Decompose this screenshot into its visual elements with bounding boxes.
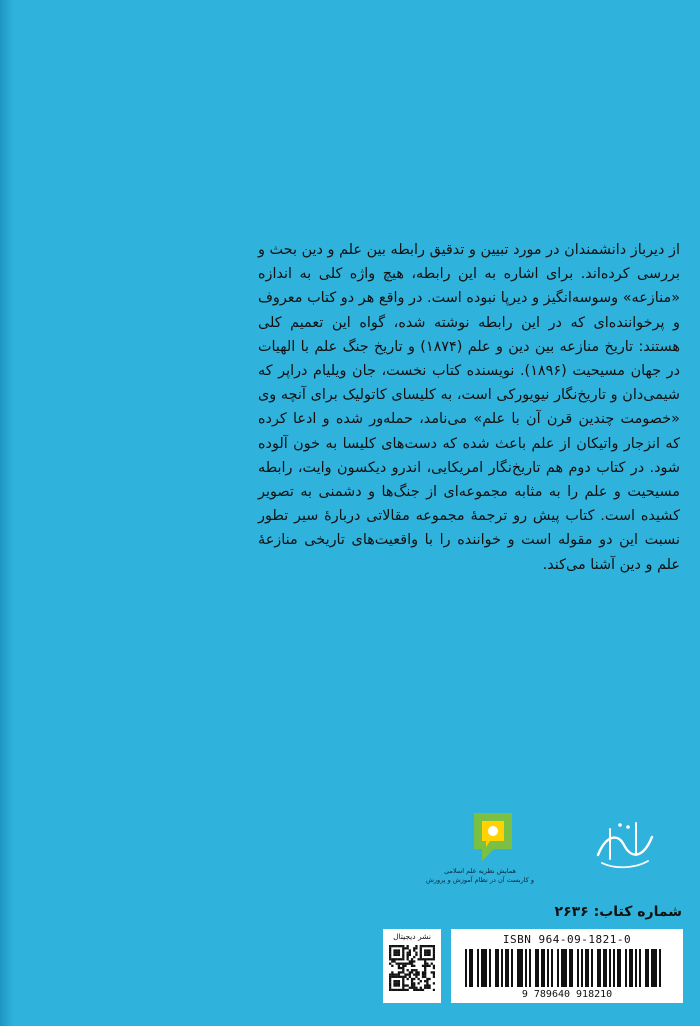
logos-area bbox=[420, 805, 670, 905]
barcode-icon bbox=[465, 949, 669, 999]
logo-caption-line-1: همایش نظریه علم اسلامی bbox=[444, 867, 516, 875]
isbn-text: ISBN 964-09-1821-0 bbox=[502, 933, 632, 946]
spine-edge bbox=[0, 0, 14, 1026]
blurb-paragraph: از دیرباز دانشمندان در مورد تبیین و تدقیق رابطه بین علم و دین بحث و بررسی کرده‌اند. برای اشاره به این رابطه، هیچ واژه کلی به اندازه «منازعه» وسوسه‌انگیز و دیرپا نبوده است. در واقع هر دو کتاب معروف و پرخواننده‌ای که در این رابطه نوشته شده، گواه این تعمیم کلی هستند: تاریخ منازعه بین دین و علم (۱۸۷۴) و تاریخ جنگ علم با الهیات در جهان مسیحیت (۱۸۹۶). نویسنده کتاب نخست، جان ویلیام دراپر که شیمی‌دان و تاریخ‌نگار نیویورکی است، به کلیسای کاتولیک برای آنچه وی «خصومت چندین قرن آن با علم» می‌نامد، حمله‌ور شده و ادعا کرده که انزجار واتیکان از علم باعث شده که دست‌های کلیسا به خون آلوده شود. در کتاب دوم هم تاریخ‌نگار امریکایی، اندرو دیکسون وایت، رابطه مسیحیت و علم را به مثابه مجموعه‌ای از جنگ‌ها و دشمنی به تصویر کشیده است. کتاب پیش رو ترجمهٔ مجموعه مقالاتی دربارهٔ سیر تطور نسبت این دو مقوله است و خواننده را با واقعیت‌های تاریخی منازعهٔ علم و دین آشنا می‌کند. bbox=[258, 242, 680, 573]
green-yellow-publisher-mark-icon bbox=[468, 809, 518, 865]
logo-caption bbox=[420, 867, 540, 885]
isbn-barcode bbox=[451, 929, 683, 1003]
logo-caption-line-2: و کاربست آن در نظام آموزش و پرورش bbox=[425, 876, 535, 884]
qr-code-icon bbox=[389, 945, 435, 991]
barcode-digits: 9 789640 918210 bbox=[521, 989, 613, 999]
qr-code-box bbox=[383, 929, 441, 1003]
cover-blurb bbox=[258, 238, 680, 577]
bustan-e-ketab-calligraphy-logo-icon bbox=[590, 815, 662, 875]
qr-label: نشر دیجیتال bbox=[393, 932, 431, 941]
book-number: شماره کتاب: ۲۶۳۶ bbox=[554, 904, 682, 920]
